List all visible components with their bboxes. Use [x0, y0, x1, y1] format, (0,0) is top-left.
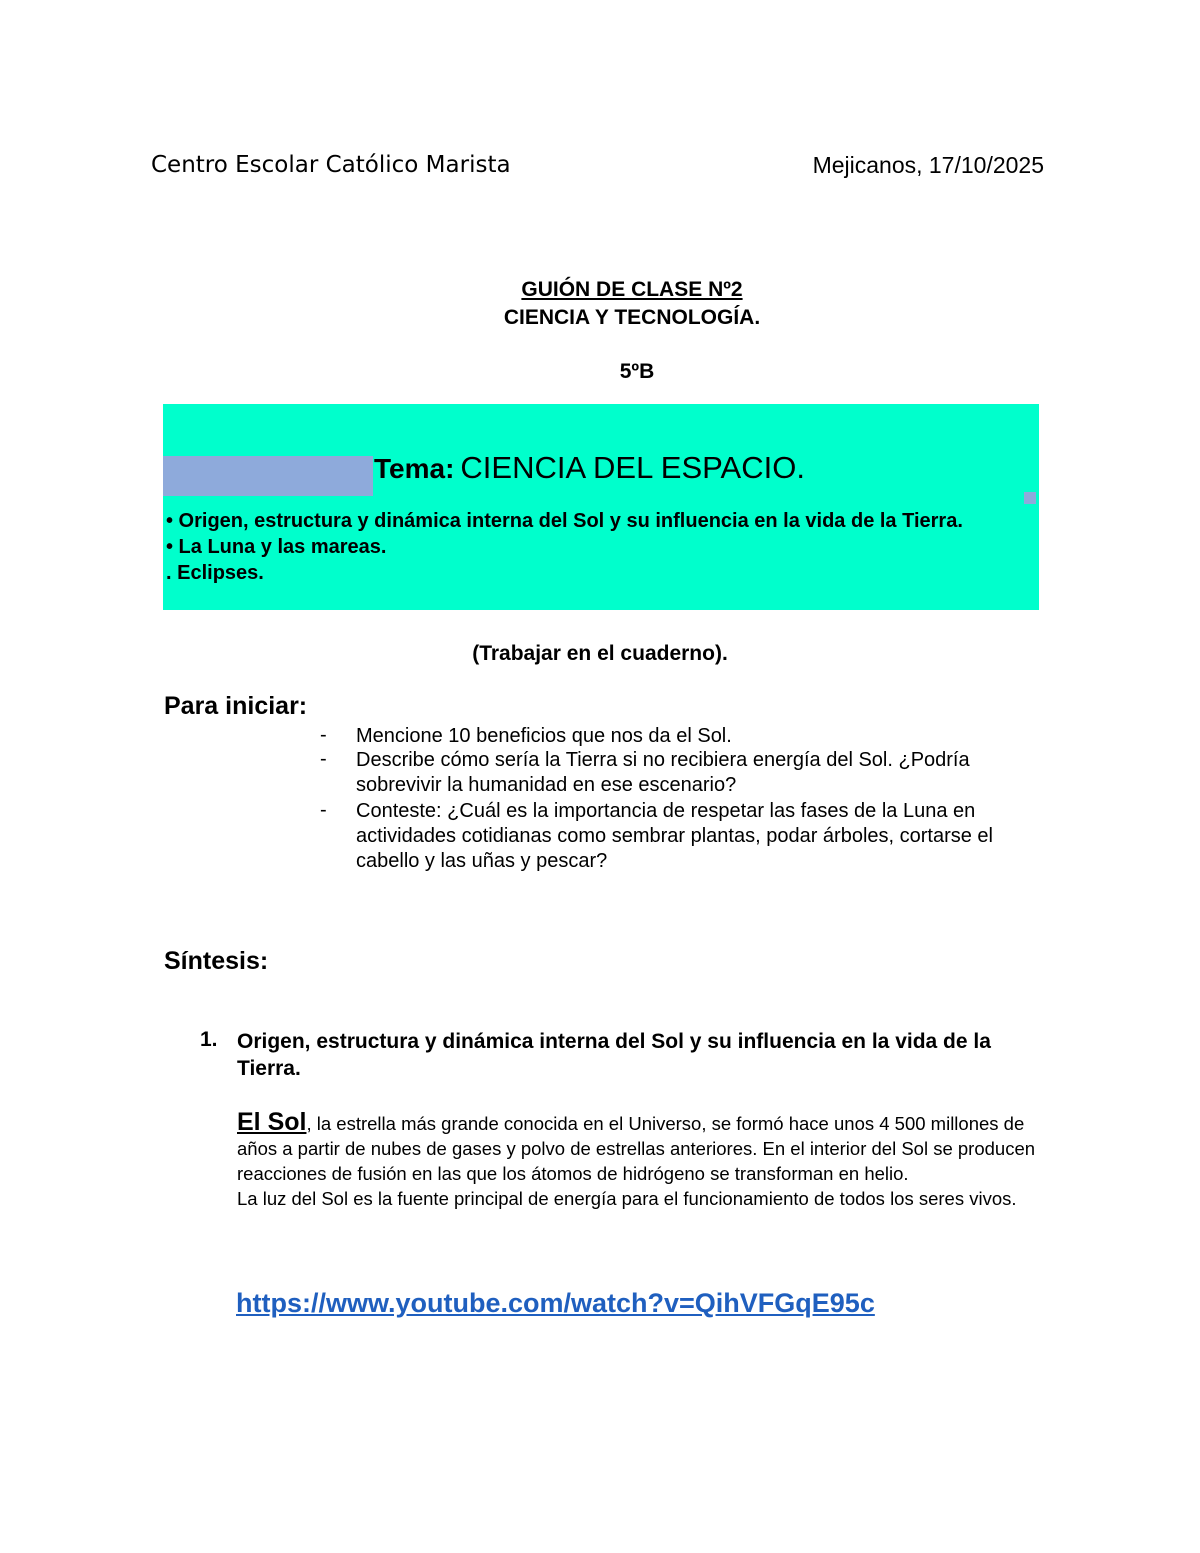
subject-title: CIENCIA Y TECNOLOGÍA.	[503, 306, 761, 329]
list-bullet: -	[320, 724, 327, 746]
topic-item: • Origen, estructura y dinámica interna del Sol y su influencia en la vida de la Tierra.	[166, 510, 963, 532]
sol-word: El Sol	[237, 1108, 307, 1136]
topic-label: Tema:	[374, 453, 455, 484]
topic-accent-block-right	[1024, 492, 1036, 504]
list-bullet: -	[320, 799, 327, 821]
item-title: Origen, estructura y dinámica interna del Sol y su influencia en la vida de la Tierra.	[237, 1030, 991, 1080]
question-item: Describe cómo sería la Tierra si no recibiera energía del Sol. ¿Podría sobrevivir la humanidad en ese escenario?	[356, 749, 970, 796]
sol-text: , la estrella más grande conocida en el Universo, se formó hace unos 4 500 millones de años a partir de nubes de gases y polvo de estrellas anteriores. En el interior del Sol se producen reacciones de fusión en las que los átomos de hidrógeno se transforman en helio.	[237, 1113, 1036, 1184]
start-heading: Para iniciar:	[164, 692, 308, 720]
work-note: (Trabajar en el cuaderno).	[472, 642, 728, 665]
sol-paragraph	[237, 1110, 1047, 1211]
topic-accent-block	[163, 456, 373, 496]
topic-heading	[374, 450, 805, 486]
video-link[interactable]: https://www.youtube.com/watch?v=QihVFGqE95c	[236, 1288, 875, 1318]
topic-item: . Eclipses.	[166, 562, 264, 584]
school-name: Centro Escolar Católico Marista	[151, 152, 511, 178]
document-title: GUIÓN DE CLASE Nº2	[521, 278, 743, 301]
sol-text-2: La luz del Sol es la fuente principal de energía para el funcionamiento de todos los seres vivos.	[237, 1188, 1017, 1209]
question-item: Mencione 10 beneficios que nos da el Sol.	[356, 725, 732, 747]
topic-item: • La Luna y las mareas.	[166, 536, 387, 558]
item-number: 1.	[200, 1028, 218, 1051]
synthesis-heading: Síntesis:	[164, 947, 269, 975]
topic-title: CIENCIA DEL ESPACIO.	[460, 450, 805, 485]
question-item: Conteste: ¿Cuál es la importancia de respetar las fases de la Luna en actividades cotidianas como sembrar plantas, podar árboles, cortarse el cabello y las uñas y pescar?	[356, 800, 993, 872]
grade-label: 5ºB	[619, 360, 655, 383]
place-date: Mejicanos, 17/10/2025	[812, 152, 1044, 178]
topic-box	[163, 404, 1039, 610]
list-bullet: -	[320, 748, 327, 770]
